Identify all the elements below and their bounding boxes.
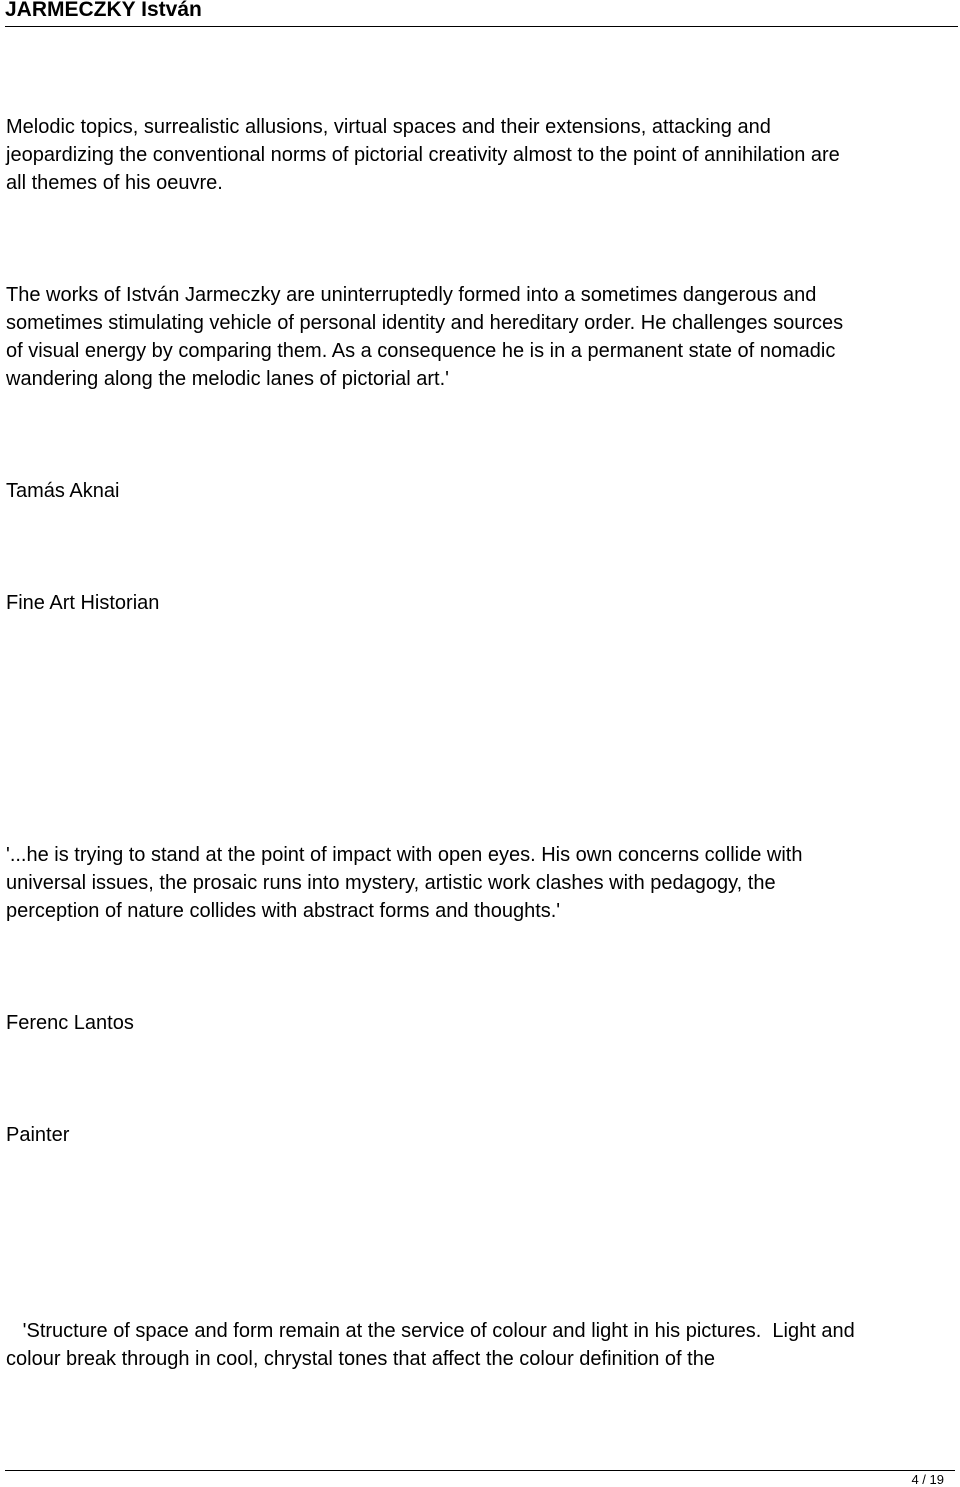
- text-line: 'Structure of space and form remain at the service of colour and light in his pictures. Light and: [6, 1320, 855, 1342]
- author-name-aknai: [6, 477, 956, 505]
- text-line: wandering along the melodic lanes of pictorial art.': [6, 368, 449, 390]
- header-divider: [5, 26, 958, 27]
- text-line: universal issues, the prosaic runs into mystery, artistic work clashes with pedagogy, the: [6, 872, 776, 894]
- text-line: perception of nature collides with abstract forms and thoughts.': [6, 900, 561, 922]
- author-role: Painter: [6, 1124, 70, 1146]
- author-role-aknai: [6, 589, 956, 617]
- text-line: The works of István Jarmeczky are uninterruptedly formed into a sometimes dangerous and: [6, 284, 817, 306]
- text-line: all themes of his oeuvre.: [6, 172, 223, 194]
- text-line: jeopardizing the conventional norms of pictorial creativity almost to the point of annihilation are: [6, 144, 840, 166]
- document-title: JARMECZKY István: [5, 0, 202, 21]
- paragraph-intro: [6, 113, 956, 197]
- paragraph-quote-lantos: [6, 841, 956, 925]
- text-line: of visual energy by comparing them. As a consequence he is in a permanent state of nomadic: [6, 340, 836, 362]
- text-line: Melodic topics, surrealistic allusions, virtual spaces and their extensions, attacking and: [6, 116, 771, 138]
- author-name-lantos: [6, 1009, 956, 1037]
- footer-divider: [5, 1470, 955, 1471]
- page-number: 4 / 19: [911, 1472, 944, 1487]
- text-line: colour break through in cool, chrystal tones that affect the colour definition of the: [6, 1348, 715, 1370]
- author-role-lantos: [6, 1121, 956, 1149]
- paragraph-structure: [6, 1317, 956, 1373]
- text-line: '...he is trying to stand at the point of impact with open eyes. His own concerns collide with: [6, 844, 803, 866]
- author-name: Tamás Aknai: [6, 480, 120, 502]
- author-role: Fine Art Historian: [6, 592, 160, 614]
- text-line: sometimes stimulating vehicle of personal identity and hereditary order. He challenges sources: [6, 312, 844, 334]
- author-name: Ferenc Lantos: [6, 1012, 134, 1034]
- paragraph-works: [6, 281, 956, 393]
